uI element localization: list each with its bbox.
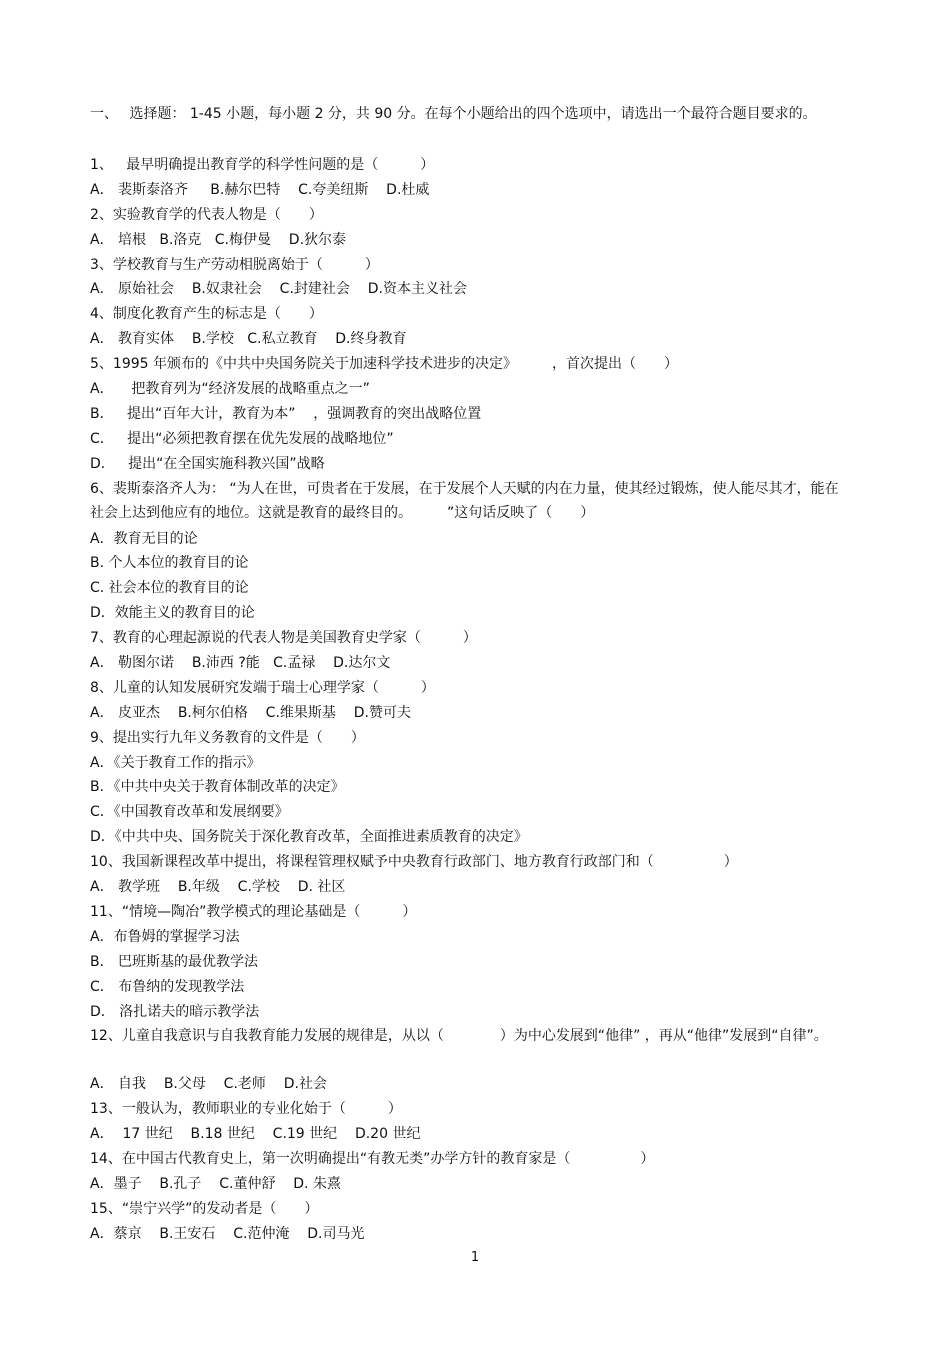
option-line: D． 提出“在全国实施科教兴国”战略: [90, 455, 325, 472]
option-line: A． 培根 B.洛克 C.梅伊曼 D.狄尔泰: [90, 231, 347, 248]
question-line: 2、实验教育学的代表人物是（ ）: [90, 206, 323, 223]
question-line: 13、一般认为，教师职业的专业化始于（ ）: [90, 1101, 402, 1118]
option-line: A． 教育实体 B.学校 C.私立教育 D.终身教育: [90, 331, 407, 348]
question-line: 6、裴斯泰洛齐人为： “为人在世，可贵者在于发展，在于发展个人天赋的内在力量，使其经过锻炼，使人能尽其才，能在社会上达到他应有的地位。这就是教育的最终目的。 ”这句话反映了（ ）: [90, 480, 839, 521]
section-header: 一、 选择题： 1-45 小题，每小题 2 分，共 90 分。在每个小题给出的四个选项中，请选出一个最符合题目要求的。: [90, 106, 817, 122]
option-line: A．布鲁姆的掌握学习法: [90, 928, 240, 945]
option-line: A． 勒图尔诺 B.沛西 ?能 C.孟禄 D.达尔文: [90, 655, 391, 672]
question-line: 3、学校教育与生产劳动相脱离始于（ ）: [90, 256, 379, 273]
option-line: B. 个人本位的教育目的论: [90, 555, 249, 572]
option-line: B． 巴班斯基的最优教学法: [90, 953, 259, 970]
option-line: C．《中国教育改革和发展纲要》: [90, 804, 289, 821]
option-line: C. 社会本位的教育目的论: [90, 580, 249, 597]
option-line: A．教育无目的论: [90, 530, 198, 547]
option-line: A．墨子 B.孔子 C.董仲舒 D. 朱熹: [90, 1175, 341, 1192]
question-line: 7、教育的心理起源说的代表人物是美国教育史学家（ ）: [90, 630, 477, 647]
option-line: A． 原始社会 B.奴隶社会 C.封建社会 D.资本主义社会: [90, 281, 467, 298]
question-line: 1、 最早明确提出教育学的科学性问题的是（ ）: [90, 157, 435, 173]
option-line: C． 布鲁纳的发现教学法: [90, 978, 245, 995]
question-line: 10、我国新课程改革中提出，将课程管理权赋予中央教育行政部门、地方教育行政部门和（ ）: [90, 854, 738, 871]
option-line: C． 提出“必须把教育摆在优先发展的战略地位”: [90, 430, 394, 447]
question-line: 8、儿童的认知发展研究发端于瑞士心理学家（ ）: [90, 679, 435, 696]
option-line: A．《关于教育工作的指示》: [90, 754, 261, 771]
question-list: [90, 153, 850, 1247]
option-line: D． 洛扎诺夫的暗示教学法: [90, 1003, 260, 1020]
option-line: A． 17 世纪 B.18 世纪 C.19 世纪 D.20 世纪: [90, 1126, 421, 1143]
question-line: 5、1995 年颁布的《中共中央国务院关于加速科学技术进步的决定》 ，首次提出（ ）: [90, 356, 678, 373]
page-number: 1: [470, 1250, 480, 1265]
question-line: 12、儿童自我意识与自我教育能力发展的规律是，从以（ ）为中心发展到“他律” ，再从“他律”发展到“自律”。: [90, 1028, 828, 1045]
question-line: 4、制度化教育产生的标志是（ ）: [90, 306, 323, 323]
option-line: A． 把教育列为“经济发展的战略重点之一”: [90, 381, 370, 398]
question-line: 11、“情境—陶冶”教学模式的理论基础是（ ）: [90, 903, 417, 920]
option-line: A． 自我 B.父母 C.老师 D.社会: [90, 1076, 327, 1093]
option-line: A． 裴斯泰洛齐 B.赫尔巴特 C.夸美纽斯 D.杜威: [90, 181, 430, 198]
question-line: 14、在中国古代教育史上，第一次明确提出“有教无类”办学方针的教育家是（ ）: [90, 1151, 655, 1168]
option-line: D．《中共中央、国务院关于深化教育改革，全面推进素质教育的决定》: [90, 829, 528, 846]
question-line: 9、提出实行九年义务教育的文件是（ ）: [90, 729, 365, 746]
option-line: A．蔡京 B.王安石 C.范仲淹 D.司马光: [90, 1225, 365, 1242]
option-line: B．《中共中央关于教育体制改革的决定》: [90, 779, 345, 796]
option-line: D．效能主义的教育目的论: [90, 605, 255, 622]
option-line: B． 提出“百年大计，教育为本” ，强调教育的突出战略位置: [90, 405, 482, 422]
question-line: 15、“崇宁兴学”的发动者是（ ）: [90, 1200, 319, 1217]
option-line: A． 皮亚杰 B.柯尔伯格 C.维果斯基 D.赞可夫: [90, 704, 411, 721]
option-line: A． 教学班 B.年级 C.学校 D. 社区: [90, 879, 346, 896]
